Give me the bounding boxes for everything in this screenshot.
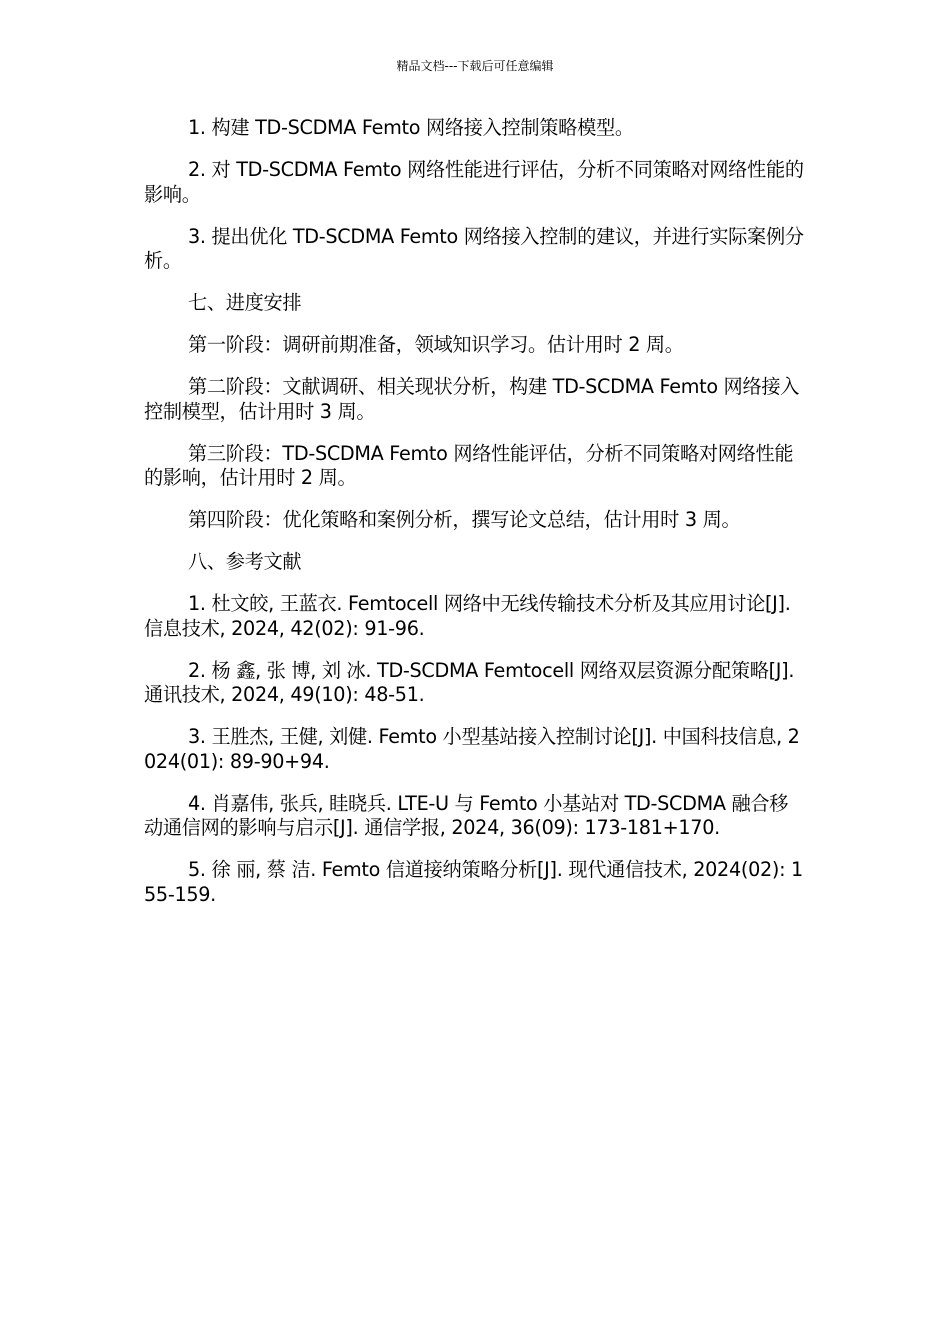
page-header: 精品文档---下载后可任意编辑 bbox=[396, 59, 554, 73]
reference-item-2: 2. 杨 鑫, 张 博, 刘 冰. TD-SCDMA Femtocell 网络双层资源分配策略[J]. 通讯技术, 2024, 49(10): 48-51. bbox=[144, 658, 795, 706]
reference-item-5: 5. 徐 丽, 蔡 洁. Femto 信道接纳策略分析[J]. 现代通信技术, 2024(02): 155-159. bbox=[144, 858, 803, 906]
section-heading-schedule: 七、进度安排 bbox=[188, 291, 302, 314]
schedule-stage-3: 第三阶段：TD-SCDMA Femto 网络性能评估，分析不同策略对网络性能的影响，估计用时 2 周。 bbox=[144, 441, 794, 489]
schedule-stage-4: 第四阶段：优化策略和案例分析，撰写论文总结，估计用时 3 周。 bbox=[188, 508, 741, 531]
reference-item-1: 1. 杜文皎, 王蓝衣. Femtocell 网络中无线传输技术分析及其应用讨论[J]. 信息技术, 2024, 42(02): 91-96. bbox=[144, 592, 791, 640]
objective-item-2: 2. 对 TD-SCDMA Femto 网络性能进行评估，分析不同策略对网络性能的影响。 bbox=[144, 158, 804, 206]
objective-item-3: 3. 提出优化 TD-SCDMA Femto 网络接入控制的建议，并进行实际案例分析。 bbox=[144, 224, 804, 272]
reference-item-3: 3. 王胜杰, 王健, 刘健. Femto 小型基站接入控制讨论[J]. 中国科技信息, 2024(01): 89-90+94. bbox=[144, 725, 800, 773]
schedule-stage-1: 第一阶段：调研前期准备，领域知识学习。估计用时 2 周。 bbox=[188, 333, 684, 356]
objective-item-1: 1. 构建 TD-SCDMA Femto 网络接入控制策略模型。 bbox=[188, 116, 634, 139]
reference-item-4: 4. 肖嘉伟, 张兵, 眭晓兵. LTE-U 与 Femto 小基站对 TD-SCDMA 融合移动通信网的影响与启示[J]. 通信学报, 2024, 36(09): 173-181+170. bbox=[144, 791, 789, 839]
schedule-stage-2: 第二阶段：文献调研、相关现状分析，构建 TD-SCDMA Femto 网络接入控制模型，估计用时 3 周。 bbox=[144, 375, 800, 423]
section-heading-references: 八、参考文献 bbox=[188, 550, 302, 573]
document-body bbox=[144, 116, 806, 925]
